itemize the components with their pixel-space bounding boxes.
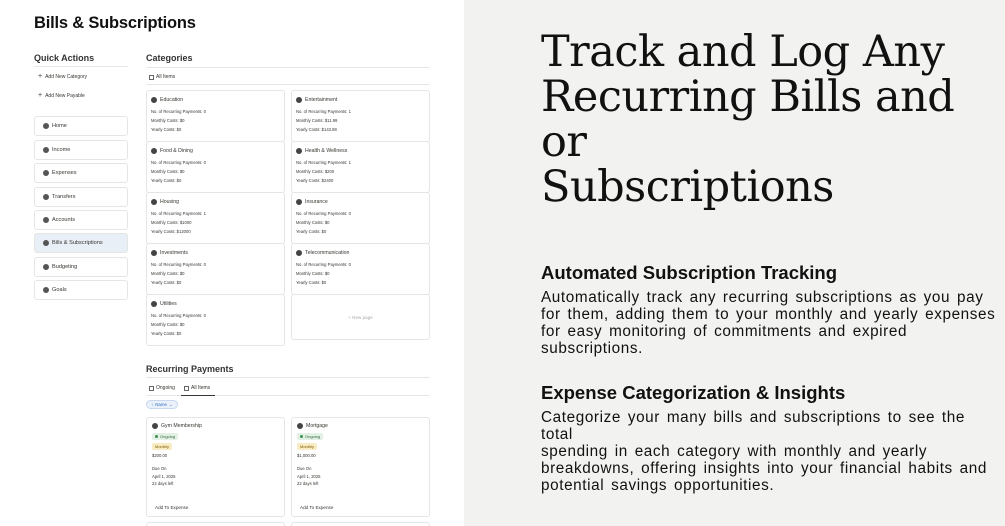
button-label: Add New Category bbox=[45, 73, 88, 80]
nav-label: Expenses bbox=[52, 170, 77, 176]
nav-label: Bills & Subscriptions bbox=[52, 240, 103, 246]
nav-label: Budgeting bbox=[52, 264, 78, 270]
frequency-badge: Monthly bbox=[297, 443, 317, 450]
monthly-cost: Monthly Costs: $0 bbox=[151, 271, 185, 276]
marketing-panel bbox=[464, 0, 1005, 526]
category-card-food-dining[interactable] bbox=[146, 141, 285, 193]
card-title: Gym Membership bbox=[161, 423, 202, 429]
monthly-cost: Monthly Costs: $0 bbox=[296, 220, 330, 225]
category-card-housing[interactable] bbox=[146, 192, 285, 244]
payment-card-mortgage[interactable] bbox=[291, 417, 430, 517]
category-icon bbox=[151, 301, 157, 307]
due-date: April 1, 2025 bbox=[297, 474, 321, 479]
card-title: Telecommunication bbox=[305, 250, 350, 256]
page-icon bbox=[43, 194, 49, 200]
new-page-label: + New page bbox=[348, 314, 373, 320]
hero-line: Recurring Bills and or bbox=[541, 72, 955, 167]
feature-line: for easy monitoring of commitments and expired bbox=[541, 323, 908, 340]
payment-card-partial bbox=[291, 522, 430, 526]
app-screenshot-panel bbox=[0, 0, 464, 526]
feature-line: Automatically track any recurring subscriptions as you pay bbox=[541, 289, 984, 306]
nav-item-budgeting[interactable] bbox=[34, 257, 128, 277]
due-date: April 1, 2025 bbox=[152, 474, 176, 479]
category-card-education[interactable] bbox=[146, 90, 285, 142]
days-left: 22 days left bbox=[152, 481, 174, 486]
category-icon bbox=[296, 250, 302, 256]
page-icon bbox=[43, 147, 49, 153]
category-card-telecommunication[interactable] bbox=[291, 243, 430, 295]
name-filter-chip[interactable] bbox=[146, 400, 178, 409]
nav-item-home[interactable] bbox=[34, 116, 128, 136]
feature-line: breakdowns, offering insights into your financial habits and bbox=[541, 460, 987, 477]
card-title: Insurance bbox=[305, 199, 328, 205]
due-label: Due On bbox=[297, 466, 312, 471]
active-tab-indicator bbox=[181, 395, 215, 396]
nav-label: Transfers bbox=[52, 194, 76, 200]
categories-heading: Categories bbox=[146, 53, 193, 63]
feature-description bbox=[541, 289, 1001, 357]
yearly-cost: Yearly Costs: $143.88 bbox=[296, 127, 337, 132]
plus-icon: + bbox=[38, 92, 43, 99]
yearly-cost: Yearly Costs: $0 bbox=[151, 280, 182, 285]
tab-label: Ongoing bbox=[156, 385, 175, 391]
category-icon bbox=[151, 97, 157, 103]
monthly-cost: Monthly Costs: $200 bbox=[296, 169, 335, 174]
recurring-count: No. of Recurring Payments: 0 bbox=[151, 313, 206, 318]
due-label: Due On bbox=[152, 466, 167, 471]
category-icon bbox=[296, 199, 302, 205]
page-icon bbox=[43, 240, 49, 246]
recurring-count: No. of Recurring Payments: 1 bbox=[151, 211, 206, 216]
nav-item-goals[interactable] bbox=[34, 280, 128, 300]
card-title: Mortgage bbox=[306, 423, 328, 429]
category-icon bbox=[296, 97, 302, 103]
divider bbox=[146, 84, 430, 85]
monthly-cost: Monthly Costs: $0 bbox=[296, 271, 330, 276]
payment-icon bbox=[297, 423, 303, 429]
yearly-cost: Yearly Costs: $0 bbox=[151, 331, 182, 336]
nav-label: Accounts bbox=[52, 217, 76, 223]
feature-categorization-insights bbox=[541, 382, 1001, 494]
payment-card-partial bbox=[146, 522, 285, 526]
hero-heading bbox=[541, 27, 1001, 212]
feature-line: Categorize your many bills and subscriptions to see the total bbox=[541, 409, 965, 443]
page-icon bbox=[43, 287, 49, 293]
feature-automated-tracking bbox=[541, 262, 1001, 357]
nav-item-bills-subscriptions[interactable] bbox=[34, 233, 128, 253]
card-title: Education bbox=[160, 97, 184, 103]
nav-item-expenses[interactable] bbox=[34, 163, 128, 183]
recurring-count: No. of Recurring Payments: 0 bbox=[296, 211, 351, 216]
hero-line: Track and Log Any bbox=[541, 27, 945, 77]
category-icon bbox=[296, 148, 302, 154]
recurring-count: No. of Recurring Payments: 1 bbox=[296, 109, 351, 114]
page-title: Bills & Subscriptions bbox=[34, 14, 196, 32]
card-title: Health & Wellness bbox=[305, 148, 348, 154]
monthly-cost: Monthly Costs: $0 bbox=[151, 118, 185, 123]
nav-label: Income bbox=[52, 147, 71, 153]
tab-all-items[interactable] bbox=[184, 385, 210, 391]
card-title: Food & Dining bbox=[160, 148, 193, 154]
grid-icon bbox=[184, 386, 189, 391]
button-label: Add New Payable bbox=[45, 92, 85, 99]
status-label: Ongoing bbox=[305, 434, 321, 439]
card-title: Housing bbox=[160, 199, 180, 205]
recurring-count: No. of Recurring Payments: 0 bbox=[151, 109, 206, 114]
nav-item-income[interactable] bbox=[34, 140, 128, 160]
chevron-down-icon: ⌄ bbox=[168, 401, 173, 407]
monthly-cost: Monthly Costs: $0 bbox=[151, 169, 185, 174]
add-to-expense-button[interactable]: Add To Expense bbox=[300, 505, 334, 510]
tab-all-items[interactable] bbox=[149, 74, 175, 80]
nav-item-accounts[interactable] bbox=[34, 210, 128, 230]
grid-icon bbox=[149, 386, 154, 391]
nav-item-transfers[interactable] bbox=[34, 187, 128, 207]
add-new-payable-button[interactable] bbox=[34, 89, 89, 102]
divider bbox=[146, 67, 430, 68]
tab-label: All Items bbox=[156, 74, 176, 80]
page-icon bbox=[43, 123, 49, 129]
amount: $1,000.00 bbox=[297, 453, 316, 458]
page-icon bbox=[43, 170, 49, 176]
feature-title: Automated Subscription Tracking bbox=[541, 262, 838, 283]
payment-card-gym-membership[interactable] bbox=[146, 417, 285, 517]
plus-icon: + bbox=[38, 73, 43, 80]
feature-line: for them, adding them to your monthly and yearly expenses bbox=[541, 306, 996, 323]
recurring-count: No. of Recurring Payments: 1 bbox=[296, 160, 351, 165]
nav-label: Goals bbox=[52, 287, 67, 293]
feature-line: potential savings opportunities. bbox=[541, 477, 775, 494]
yearly-cost: Yearly Costs: $0 bbox=[151, 127, 182, 132]
category-card-utilities[interactable] bbox=[146, 294, 285, 346]
status-badge bbox=[297, 433, 323, 440]
page-icon bbox=[43, 217, 49, 223]
status-badge bbox=[152, 433, 178, 440]
category-icon bbox=[151, 199, 157, 205]
recurring-count: No. of Recurring Payments: 0 bbox=[296, 262, 351, 267]
sort-arrow-icon: ↑ bbox=[151, 402, 154, 407]
yearly-cost: Yearly Costs: $0 bbox=[296, 229, 327, 234]
recurring-count: No. of Recurring Payments: 0 bbox=[151, 262, 206, 267]
page-icon bbox=[43, 264, 49, 270]
recurring-payments-heading: Recurring Payments bbox=[146, 364, 234, 374]
payment-icon bbox=[152, 423, 158, 429]
divider bbox=[146, 377, 430, 378]
divider bbox=[34, 66, 128, 67]
days-left: 22 days left bbox=[297, 481, 319, 486]
category-card-health-wellness[interactable] bbox=[291, 141, 430, 193]
card-title: Investments bbox=[160, 250, 188, 256]
amount: $200.00 bbox=[152, 453, 168, 458]
monthly-cost: Monthly Costs: $1000 bbox=[151, 220, 192, 225]
yearly-cost: Yearly Costs: $0 bbox=[296, 280, 327, 285]
yearly-cost: Yearly Costs: $2400 bbox=[296, 178, 334, 183]
quick-actions-heading: Quick Actions bbox=[34, 53, 95, 63]
category-icon bbox=[151, 148, 157, 154]
monthly-cost: Monthly Costs: $11.99 bbox=[296, 118, 338, 123]
feature-title: Expense Categorization & Insights bbox=[541, 382, 846, 403]
category-icon bbox=[151, 250, 157, 256]
card-title: Entertainment bbox=[305, 97, 338, 103]
hero-line: Subscriptions bbox=[541, 162, 834, 212]
card-title: Utilities bbox=[160, 301, 177, 307]
filter-label: Name bbox=[155, 402, 167, 407]
tab-ongoing[interactable] bbox=[149, 385, 175, 391]
feature-line: spending in each category with monthly and yearly bbox=[541, 443, 928, 460]
nav-label: Home bbox=[52, 123, 67, 129]
status-label: Ongoing bbox=[160, 434, 176, 439]
new-page-button[interactable] bbox=[291, 294, 430, 340]
category-card-entertainment[interactable] bbox=[291, 90, 430, 142]
add-to-expense-button[interactable]: Add To Expense bbox=[155, 505, 189, 510]
yearly-cost: Yearly Costs: $12000 bbox=[151, 229, 191, 234]
yearly-cost: Yearly Costs: $0 bbox=[151, 178, 182, 183]
feature-line: subscriptions. bbox=[541, 340, 643, 357]
monthly-cost: Monthly Costs: $0 bbox=[151, 322, 185, 327]
grid-icon bbox=[149, 75, 154, 80]
category-card-insurance[interactable] bbox=[291, 192, 430, 244]
category-card-investments[interactable] bbox=[146, 243, 285, 295]
tab-label: All Items bbox=[191, 385, 211, 391]
add-new-category-button[interactable] bbox=[34, 70, 91, 83]
feature-description bbox=[541, 409, 1001, 494]
frequency-badge: Monthly bbox=[152, 443, 172, 450]
recurring-count: No. of Recurring Payments: 0 bbox=[151, 160, 206, 165]
